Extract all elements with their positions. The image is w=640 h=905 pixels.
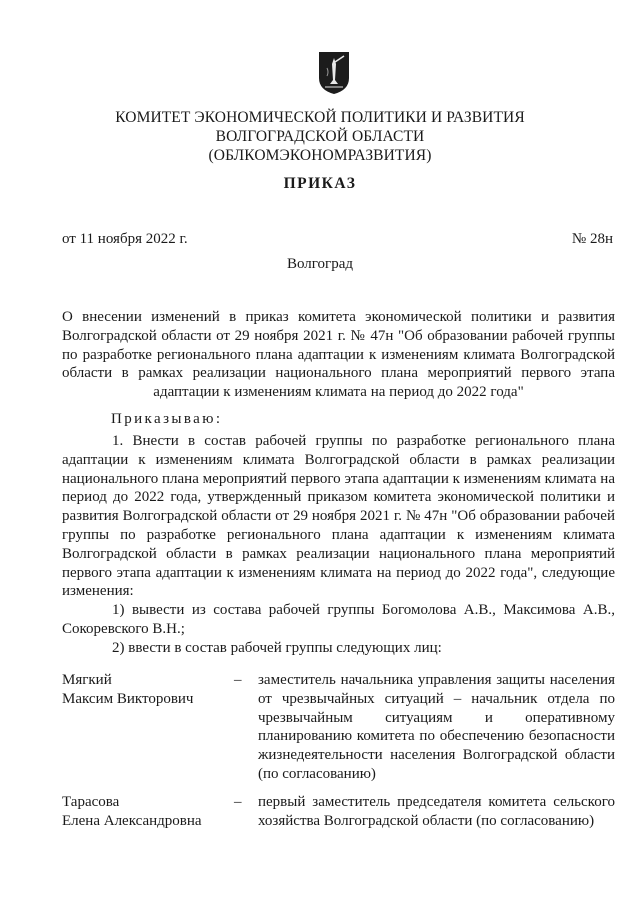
- committee-name-line1: КОМИТЕТ ЭКОНОМИЧЕСКОЙ ПОЛИТИКИ И РАЗВИТИЯ: [115, 109, 525, 126]
- subparagraph-1: 1) вывести из состава рабочей группы Богомолова А.В., Максимова А.В., Сокоревского В.Н.;: [62, 602, 615, 637]
- member-role: первый заместитель председателя комитета сельского хозяйства Волгоградской области (по согласованию): [258, 794, 615, 829]
- member-name: [62, 671, 232, 709]
- coat-of-arms-icon: [317, 50, 351, 96]
- document-date: от 11 ноября 2022 г.: [62, 231, 188, 247]
- member-given-names: Максим Викторович: [62, 690, 194, 707]
- committee-name-line2: ВОЛГОГРАДСКОЙ ОБЛАСТИ: [215, 128, 425, 145]
- member-name: [62, 793, 232, 831]
- member-surname: Мягкий: [62, 672, 112, 688]
- document-city: Волгоград: [286, 256, 353, 272]
- subparagraph-2: 2) ввести в состав рабочей группы следующих лиц:: [112, 640, 442, 656]
- committee-name-line3: (ОБЛКОМЭКОНОМРАЗВИТИЯ): [208, 147, 432, 164]
- member-dash: –: [234, 672, 242, 688]
- member-role: заместитель начальника управления защиты населения от чрезвычайных ситуаций – начальник отдела по чрезвычайным ситуациям и оперативному планированию комитета по обеспечению безопасности жизнедеятельности населения Волгоградской области (по согласованию): [258, 672, 615, 782]
- document-subject: О внесении изменений в приказ комитета экономической политики и развития Волгоградской области от 29 ноября 2021 г. № 47н "Об образовании рабочей группы по разработке регионального плана адаптации к изменениям климата Волгоградской области в рамках реализации национального плана мероприятий первого этапа адаптации к изменениям климата на период до 2022 года": [62, 309, 615, 401]
- member-dash: –: [234, 794, 242, 810]
- document-number: № 28н: [571, 231, 613, 247]
- member-given-names: Елена Александровна: [62, 812, 202, 829]
- order-word: Приказываю:: [111, 411, 223, 427]
- paragraph-1: 1. Внести в состав рабочей группы по разработке регионального плана адаптации к изменениям климата Волгоградской области в рамках реализации национального плана мероприятий первого этапа адаптации к изменениям климата на период до 2022 года, утвержденный приказом комитета экономической политики и развития Волгоградской области от 29 ноября 2021 г. № 47н "Об образовании рабочей группы по разработке регионального плана адаптации к изменениям климата Волгоградской области в рамках реализации национального плана мероприятий первого этапа адаптации к изменениям климата на период до 2022 года", следующие изменения:: [62, 433, 615, 600]
- member-surname: Тарасова: [62, 794, 120, 810]
- document-type-title: ПРИКАЗ: [283, 175, 357, 192]
